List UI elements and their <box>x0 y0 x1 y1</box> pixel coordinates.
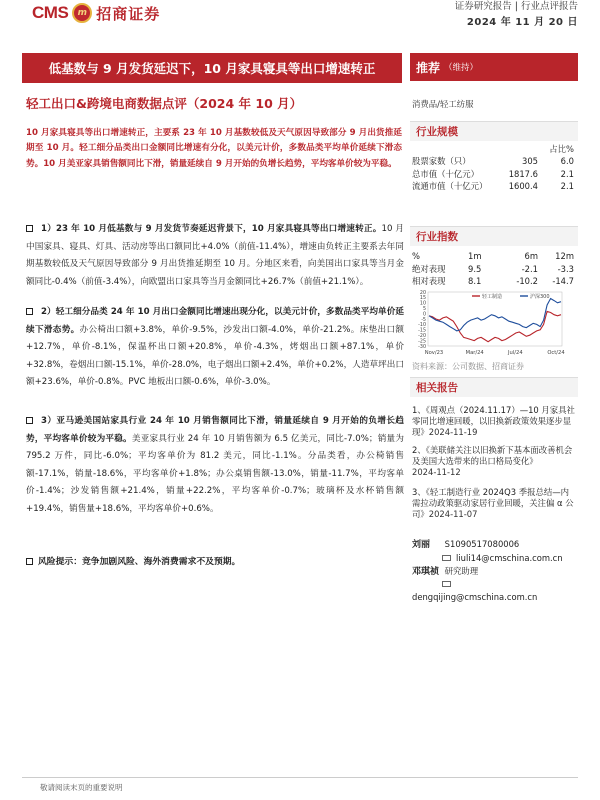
bullet-point-3 <box>26 413 404 518</box>
risk-warning <box>26 554 240 567</box>
y-tick-label: -20 <box>418 334 426 339</box>
industry-index-heading <box>410 226 578 246</box>
bullet-lead: 2）轻工细分品类 24 年 10 月出口金额同比增速出现分化，以美元计价，多数品类平均单价延续下滑态势。 <box>26 307 404 335</box>
report-type: 证券研究报告 | 行业点评报告 <box>454 1 578 12</box>
related-report-date: 2024-11-19 <box>428 427 478 437</box>
related-reports-heading-text: 相关报告 <box>416 382 458 394</box>
bullet-square-icon <box>26 225 33 232</box>
bullet-square-icon <box>26 417 33 424</box>
y-tick-label: 10 <box>419 301 426 307</box>
sector-name: 消费品/轻工纺服 <box>412 99 474 109</box>
index-value: -14.7 <box>552 276 574 287</box>
y-tick-label: 15 <box>419 296 426 302</box>
bullet-lead: 3）亚马逊美国站家具行业 24 年 10 月销售额同比下滑，销量延续自 9 月开始的负增长趋势，平均客单价较为平稳。 <box>26 416 404 444</box>
index-header: 1m <box>468 251 482 262</box>
index-value: 9.5 <box>468 263 482 274</box>
analyst-1-email-row[interactable] <box>412 552 576 565</box>
x-tick-label: Jul/24 <box>508 350 523 356</box>
related-reports-heading <box>410 377 578 397</box>
y-tick-label: 20 <box>419 290 426 296</box>
email-icon <box>442 555 451 561</box>
scale-name: 总市值（十亿元） <box>412 168 479 179</box>
scale-name: 股票家数（只） <box>412 156 471 167</box>
index-value: -3.3 <box>557 263 574 274</box>
index-header: % <box>412 251 420 262</box>
report-subtitle: 轻工出口&跨境电商数据点评（2024 年 10 月） <box>26 96 303 111</box>
logo-latin: CMS <box>32 3 69 22</box>
rating-banner <box>410 53 578 81</box>
analyst-block <box>412 538 576 604</box>
industry-index-table <box>412 250 574 288</box>
rating-status: （维持） <box>444 63 479 73</box>
analyst-2 <box>412 565 576 579</box>
index-header: 12m <box>555 251 574 262</box>
header-meta <box>455 0 578 30</box>
footer-divider <box>22 777 578 778</box>
scale-value: 1600.4 <box>508 181 538 192</box>
summary-paragraph: 10 月家具寝具等出口增速转正，主要系 23 年 10 月基数较低及天气原因导致部分 9 月出货推延期至 10 月。轻工细分品类出口金额同比增速有分化，以美元计价，多数品类平均单价延续下滑态势。10 月美亚家具销售额同比下滑，销量延续自 9 月开始的负增长趋势，平均客单价较为平稳。 <box>26 128 402 169</box>
x-tick-label: Oct/24 <box>547 350 565 356</box>
email-icon <box>442 581 451 587</box>
bullet-body: 办公椅出口额+3.8%，单价-9.5%，沙发出口额-4.0%，单价-21.2%。床垫出口额+12.7%，单价-8.1%，保温杯出口额+20.8%，单价-4.3%，烤烟出口额+87.1%，单价+32.8%，卷烟出口额-15.1%，单价-28.0%，电子烟出口额+2.4%，单价+0.2%，人造草坪出口额+23.6%，单价-0.8%。PVC 地板出口额-0.6%，单价-3.0%。 <box>26 324 404 387</box>
analyst-email[interactable]: liuli14@cmschina.com.cn <box>456 552 563 563</box>
x-tick-label: Nov/23 <box>424 350 444 356</box>
industry-scale-heading <box>410 121 578 141</box>
bullet-square-icon <box>26 308 33 315</box>
bullet-point-2 <box>26 304 404 392</box>
y-tick-label: -30 <box>418 344 426 350</box>
scale-value: 1817.6 <box>508 168 538 179</box>
analyst-role: 研究助理 <box>444 565 479 576</box>
related-report-item[interactable] <box>412 445 576 478</box>
report-date: 2024 年 11 月 20 日 <box>466 17 578 28</box>
index-name: 相对表现 <box>412 276 446 287</box>
x-tick-label: Mar/24 <box>465 350 484 356</box>
legend-label: 轻工制造 <box>482 293 503 300</box>
analyst-2-email-row[interactable] <box>412 578 576 604</box>
risk-text: 竞争加剧风险、海外消费需求不及预期。 <box>82 557 241 567</box>
bullet-point-1 <box>26 221 404 291</box>
table-row <box>412 168 574 181</box>
scale-pct: 2.1 <box>560 181 574 192</box>
y-tick-label: -10 <box>418 323 426 329</box>
related-report-text: 3、《轻工制造行业 2024Q3 季报总结—内需拉动政策驱动家居行业回暖，关注偏 α 公司》 <box>412 487 574 519</box>
bullet-lead: 1）23 年 10 月低基数与 9 月发货节奏延迟背景下，10 月家具寝具等出口增速转正。 <box>41 224 382 234</box>
bullet-body: 美亚家具行业 24 年 10 月销售额为 6.5 亿美元，同比-7.0%；销量为 795.2 万件，同比-6.0%；平均客单价为 81.2 美元，同比-1.1%。分品类看，办公椅销售额-17.1%，销量-18.6%，平均客单价+1.8%；办公桌销售额-13.0%，销量-11.7%，平均客单价-1.4%；沙发销售额+21.4%，销量+22.2%，平均客单价-0.7%；玻璃杯及水杯销售额+19.4%，销售量+18.6%，平均客单价+0.6%。 <box>26 433 404 514</box>
table-row <box>412 180 574 193</box>
scale-col-header: 占比% <box>549 144 574 154</box>
related-report-text: 2、《美联储关注以旧换新下基本面改善机会及美国大选带来的出口格局变化》 <box>412 445 573 466</box>
logo-chinese: 招商证券 <box>96 4 161 23</box>
industry-index-heading-text: 行业指数 <box>416 231 458 243</box>
table-row <box>412 155 574 168</box>
bullet-square-icon <box>26 558 33 565</box>
rating-label: 推荐 <box>416 60 441 75</box>
table-row <box>412 275 574 288</box>
related-report-date: 2024-11-07 <box>428 509 478 519</box>
analyst-1 <box>412 538 576 552</box>
analyst-name: 邓琪祯 <box>412 566 440 577</box>
bullet-body: 10 月中国家具、寝具、灯具、活动房等出口额同比+4.0%（前值-11.4%），增速由负转正主要系去年同期基数较低及天气原因导致部分 9 月出货推延期至 10 月。分地区来看，向美国出口家具等当月金额同比-0.4%（前值-3.4%），向欧盟出口家具等当月金额同比+26.7%（前值+21.1%）。 <box>26 224 404 287</box>
table-header-row <box>412 250 574 263</box>
index-header: 6m <box>524 251 538 262</box>
index-value: 8.1 <box>468 276 482 287</box>
y-tick-label: -25 <box>418 339 426 345</box>
y-tick-label: 0 <box>422 312 426 318</box>
scale-pct: 6.0 <box>560 156 574 167</box>
scale-value: 305 <box>522 156 538 167</box>
table-row <box>412 263 574 276</box>
series-line-2 <box>429 299 561 331</box>
analyst-id: S1090517080006 <box>444 539 520 549</box>
related-report-item[interactable] <box>412 487 576 520</box>
y-tick-label: -15 <box>418 328 426 334</box>
index-performance-chart <box>408 288 580 358</box>
risk-label: 风险提示： <box>38 557 82 567</box>
logo-seal-icon: m <box>72 3 92 23</box>
analyst-name: 刘丽 <box>412 540 431 550</box>
scale-name: 流通市值（十亿元） <box>412 181 488 192</box>
cms-logo <box>32 2 160 24</box>
related-report-date: 2024-11-12 <box>412 467 461 477</box>
related-report-item[interactable] <box>412 405 576 438</box>
related-report-text: 1、《周观点（2024.11.17）—10 月家具社零同比增速回暖，以旧换新政策效果逐步显现》 <box>412 405 575 437</box>
chart-source: 资料来源：公司数据、招商证券 <box>412 362 524 371</box>
report-title <box>22 53 402 83</box>
y-tick-label: 5 <box>422 307 426 312</box>
index-value: -2.1 <box>521 263 538 274</box>
report-title-text: 低基数与 9 月发货延迟下，10 月家具寝具等出口增速转正 <box>48 61 376 76</box>
legend-label: 沪深300 <box>530 293 550 300</box>
industry-scale-heading-text: 行业规模 <box>416 126 458 138</box>
index-value: -10.2 <box>516 276 538 287</box>
page-header <box>0 0 600 34</box>
analyst-email[interactable]: dengqijing@cmschina.com.cn <box>412 592 538 603</box>
y-tick-label: -5 <box>421 317 426 323</box>
industry-scale-table <box>412 143 574 193</box>
scale-pct: 2.1 <box>560 168 574 179</box>
footer-note: 敬请阅读末页的重要说明 <box>40 783 123 792</box>
index-name: 绝对表现 <box>412 263 446 274</box>
